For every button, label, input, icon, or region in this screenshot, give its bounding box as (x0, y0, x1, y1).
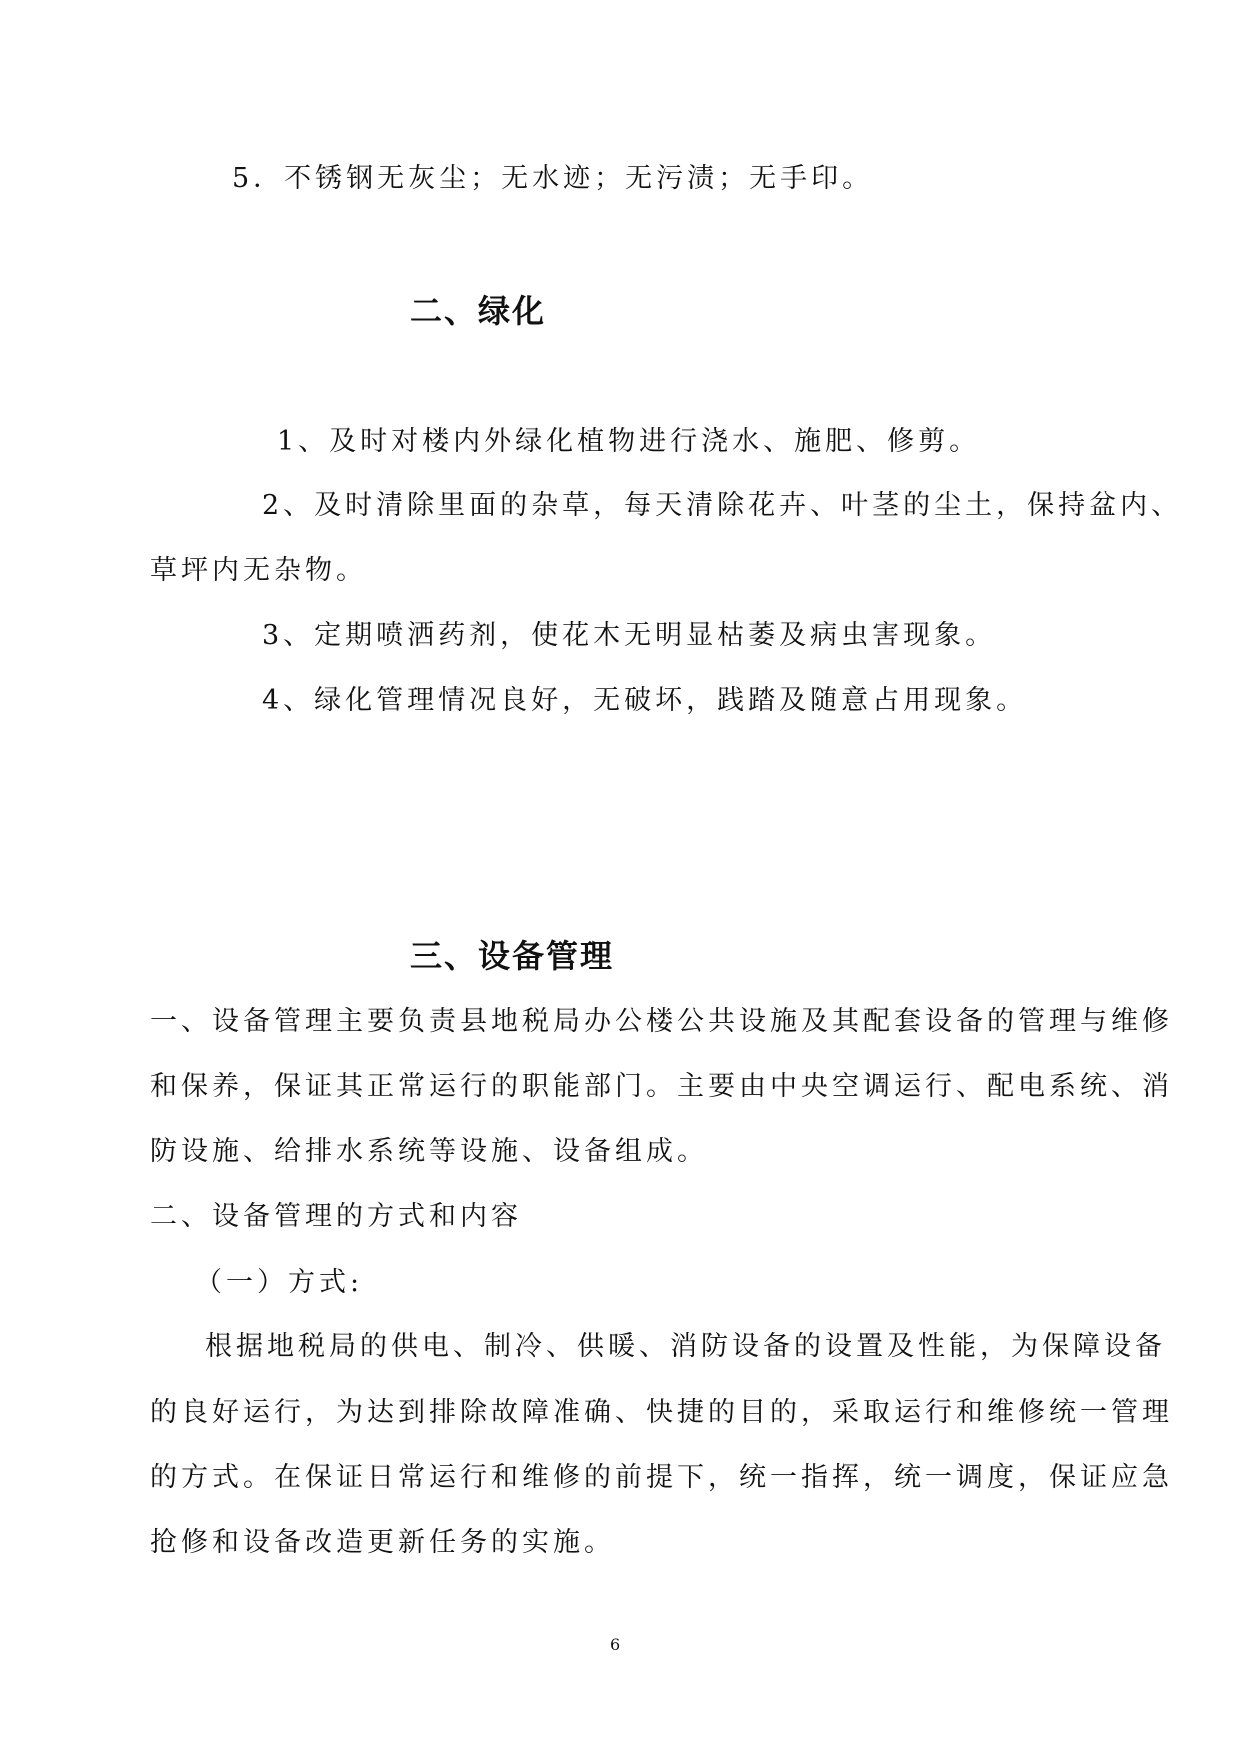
greening-item-2-line-2: 草坪内无杂物。 (150, 555, 367, 586)
greening-item-3: 3、定期喷洒药剂，使花木无明显枯萎及病虫害现象。 (262, 620, 997, 651)
page-number: 6 (610, 1635, 621, 1654)
equipment-para-1-line-1: 一、设备管理主要负责县地税局办公楼公共设施及其配套设备的管理与维修 (150, 1006, 1173, 1037)
equipment-para-2-line-2: 的良好运行，为达到排除故障准确、快捷的目的，采取运行和维修统一管理 (150, 1397, 1173, 1428)
equipment-subheading: 二、设备管理的方式和内容 (150, 1201, 522, 1232)
equipment-para-1-line-2: 和保养，保证其正常运行的职能部门。主要由中央空调运行、配电系统、消 (150, 1071, 1173, 1102)
section-heading-greening: 二、绿化 (410, 292, 547, 330)
equipment-para-2-line-3: 的方式。在保证日常运行和维修的前提下，统一指挥，统一调度，保证应急 (150, 1462, 1173, 1493)
section-heading-equipment: 三、设备管理 (410, 937, 615, 975)
equipment-para-2-line-1: 根据地税局的供电、制冷、供暖、消防设备的设置及性能，为保障设备 (205, 1331, 1166, 1362)
greening-item-2-line-1: 2、及时清除里面的杂草，每天清除花卉、叶茎的尘土，保持盆内、 (262, 490, 1183, 521)
equipment-para-1-line-3: 防设施、给排水系统等设施、设备组成。 (150, 1136, 708, 1167)
greening-item-4: 4、绿化管理情况良好，无破坏，践踏及随意占用现象。 (262, 685, 1028, 716)
equipment-para-2-line-4: 抢修和设备改造更新任务的实施。 (150, 1527, 615, 1558)
greening-item-1: 1、及时对楼内外绿化植物进行浇水、施肥、修剪。 (277, 426, 981, 457)
cleaning-item-5: 5．不锈钢无灰尘；无水迹；无污渍；无手印。 (232, 163, 874, 194)
equipment-subsection-method: （一）方式: (195, 1267, 364, 1298)
